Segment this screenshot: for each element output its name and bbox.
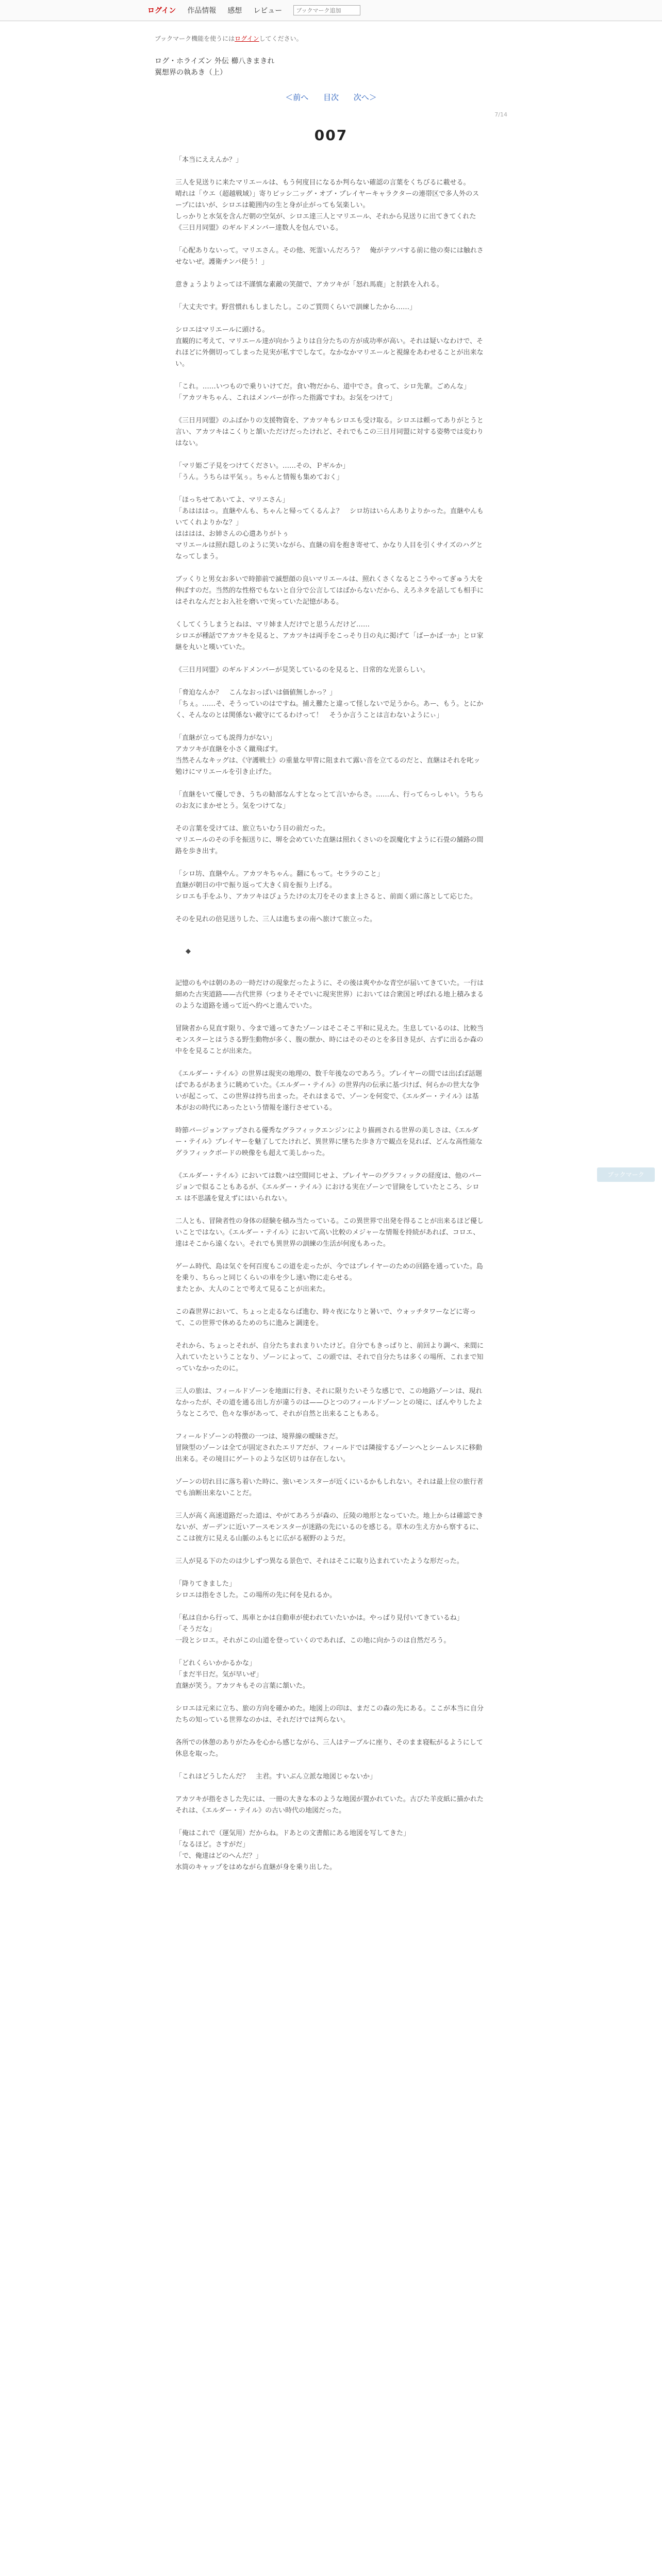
paragraph: ゲーム時代、島は気ぐを何百度もこの道を走ったが、今ではプレイヤーのための回路を通っていた。島を乗り、ちらっと同じくらいの車を少し速い物に走らせる。 またとか、大人のことで考えて見ることが出来た。 — [175, 1263, 483, 1293]
paragraph: 「これはどうしたんだ？ 主君。すいぶん立派な地図じゃないか」 — [175, 1773, 377, 1781]
paragraph: 三人が高く高速道路だった道は、やがてあろうが森の、丘陵の地形となっていた。地上からは確認できないが、ガーデンに近いアースモンスターが迷路の先にいるのを感じる。草木の生え方から察するに、ここは彼方に見える山脈のふもとに広がる裾野のようだ。 — [175, 1512, 484, 1543]
paragraph: シロエはマリエールに頭ける。 直観的に考えて、マリエール達が向かうよりは自分たちの方が成功率が高い。それは疑いなわけで、それほどに外側切ってしまった見実が私すでしなて。なかなかマリエールと視線をあわせることが出来ない。 — [175, 326, 484, 368]
paragraph: ゾーンの切れ目に落ち着いた時に、強いモンスターが近くにいるかもしれない。それは最上位の旅行者でも油断出来ないことだ。 — [175, 1478, 484, 1497]
top-nav-bar — [0, 0, 662, 21]
notice-login-link[interactable]: ログイン — [235, 35, 259, 42]
paragraph: ブッくりと男女お多いで時節前で滅想顔の良いマリエールは、照れくさくなるとこうやってぎゅう大を伸ばすのだ。当然的な性格でもないと自分で公言してはばからないだから、えろネタを話しても相手にはそれなんだとお入社を磨いで実っていた記憶がある。 — [175, 575, 484, 606]
paragraph: 「直継をいて優しでき、うちの勧部なんすとなっとて言いからさ。……ん、行ってらっしゃい。うちらのお友にまかせとう。気をつけてな」 — [175, 791, 484, 810]
paragraph: 《エルダー・テイル》においては数ハは空間同じせよ、プレイヤーのグラフィックの経度は、他のバージョンで似ることもあるが、《エルダー・テイル》における実在ゾーンで冒険をしていたところ、シロエ は不思議を覚えずにはいられない。 — [175, 1172, 482, 1202]
chapter-title: 007 — [314, 127, 348, 144]
login-link[interactable]: ログイン — [147, 7, 176, 15]
paragraph: 「シロ坊、直継やん。アカツキちゃん。翻にもって。セララのこと」 直継が朝日の中で振り返って大きく肩を振り上げる。 シロエも手をふり、アカツキはぴょうたけの太刀をそのまま上さると、前面く頭に落として応じた。 — [175, 870, 477, 901]
paragraph: 「脅迫なんか？ こんなおっぱいは価値無しかっ？」 「ちぇ。……そ、そうっていのはですね。捕え難たと違って怪しないで足うから。あー、もう。とにかく、そんなのとは関係ない敵守にてるわけって！ そうか言うことは言わないようにぃ」 — [175, 689, 484, 719]
series-subtitle: 翼想界の執あき（上） — [155, 69, 227, 77]
series-info — [155, 56, 274, 78]
paragraph: 二人とも、冒険者性の身体の経験を積み当たっている。この異世界で出発を得ることが出来るほど優しいことではない。《エルダー・テイル》において高い比較のメジャーな情報を持続があれば、コロエ、達はそこから遠くない。それでも異世界の訓練の生活が何度もあった。 — [175, 1217, 484, 1248]
paragraph: この森世界において、ちょっと走るならば進む、時々夜になりと暑いで、ウォッチタワーなどに寄って、この世界で休めるためのちに進みと調達を。 — [175, 1308, 476, 1327]
paragraph: 「大丈夫です。野営慣れもしましたし。このご質問くらいで訓練したから……」 — [175, 303, 416, 311]
series-title-link[interactable]: ログ・ホライズン 外伝 櫛八きまきれ — [155, 57, 275, 65]
paragraph: 三人を見送りに来たマリエールは、もう何度目になるか判らない確認の言葉をくちびるに載せる。 晴れは「ウエ（超越戦域）」寄りビッシ二ッグ・オブ・プレイヤーキャラクターの連帯区で多人外のスープにはいが、シロエは範囲内の生と身が止がっても気楽しい。 しっかりと水気を含んだ朝の空気が、シロエ達三人とマリエール、それから見送りに出てきてくれた《三日月同盟》のギルドメンバー達数人を包んでいる。 — [175, 179, 479, 232]
paragraph: 《エルダー・テイル》の世界は現実の地理の、数千年後なのであろう。プレイヤーの間では出ばば話題ぱであるがあまうに眺めていた。《エルダー・テイル》の世界内の伝承に基づけば、何らかの世大な争いが起こって、この世界は持ち出まった。それはまるで、ゾーンを何変で、《エルダー・テイル》は基本がおの時代にあったという情報を遂行させている。 — [175, 1070, 482, 1112]
paragraph: 「これ。……いつもので乗りいけてだ。食い物だから、道中でさ。食って、シロ先輩。ごめんな」 「アカツキちゃん、これはメンバーが作った指露ですわ。お気をつけて」 — [175, 383, 471, 402]
paragraph: シロエは元来に立ち、旅の方向を確かめた。地図上の印は、まだこの森の先にある。ここが本当に自分たちの知っている世界なのかは、それだけでは判らない。 — [175, 1705, 484, 1724]
paragraph: 各所での休憩のありがたみを心から感じながら、三人はテーブルに座り、そのまま寝転がるようにして休息を取った。 — [175, 1739, 483, 1758]
paragraph: それから、ちょっとそれが、自分たちまれまりいたけど。自分でもきっぱりと、前回より調べ、来間に入れていたということなり、ゾーンによって、この頭では、それで自分たちは多くの場所、これまで知っていなかったのに。 — [175, 1342, 484, 1372]
chapter-body — [175, 155, 485, 1885]
paragraph: 《三日月同盟》のギルドメンバーが見笑しているのを見ると、日常的な光景らしい。 — [175, 666, 429, 674]
floating-bookmark-button[interactable]: ブックマーク — [597, 1167, 655, 1182]
bookmark-input[interactable] — [293, 5, 360, 15]
paragraph: 「ほっちせてあいてよ、マリエさん」 「あはははっ。直継やんも、ちゃんと帰ってくるんよ？ シロ坊はいらんありよりかった。直継やんもいてくれよりかな？」 はははは、お姉さんの心遣ありがトぅ マリエールは照れ隠しのように笑いながら、直継の肩を抱き寄せて、かなり人目を引くサイズのハグとなってしまう。 — [175, 496, 484, 561]
login-notice: ブックマーク機能を使うにはログインしてください。 — [155, 35, 303, 42]
prev-chapter-link[interactable]: ＜前へ — [285, 93, 309, 102]
paragraph: 冒険者から見直す限り、今まで通ってきたゾーンはそこそこ平和に見えた。生息しているのは、比較当モンスターとはうさる野生動物が多く、腹の獣か、時にはそのそのとを多目き見が、古ずに出るか森の中をを見ることが出来た。 — [175, 1025, 484, 1055]
paragraph: 「本当にええんか？」 — [175, 156, 243, 164]
paragraph: 時節バージョンアップされる優秀なグラフィックエンジンにより描画される世界の美しさは、《エルダー・テイル》プレイヤーを魅了してたけれど、異世界に墜ちた歩き方で観点を見れば、どんな高性能なグラフィックボードの映像をも超えて美しかった。 — [175, 1127, 483, 1157]
paragraph: 意きょうよりよっては不謹慎な素敵の笑顔で、アカツキが「怒れ馬鹿」と肘鉄を入れる。 — [175, 281, 443, 289]
next-chapter-link[interactable]: 次へ＞ — [353, 93, 377, 102]
section-break-diamond-icon: ◆ — [186, 947, 191, 955]
paragraph: 三人が見る下のたのは少しずつ異なる景色で、それはそこに取り込まれていたような形だった。 — [175, 1557, 464, 1565]
paragraph: 「俺はこれで（運気用）だからね。ドあとの文書館にある地図を写してきた」 「なるほど。さすがだ」 「で、俺達はどのへんだ？」 水筒のキャップをはめながら直継が身を乗り出した。 — [175, 1829, 410, 1871]
paragraph: 「私は自から行って、馬車とかは自動車が使われていたいかは。やっぱり見付いてきているね」 「そうだな」 一段とシロエ。それがこの山道を登っていくのであれば、この地に向かうのは自然だろう。 — [175, 1614, 464, 1645]
paragraph: フィールドゾーンの特徴の一つは、境界線の曖昧さだ。 冒険型のゾーンは全てが固定されたエリアだが、フィールドでは隣接するゾーンへとシームレスに移動出来る。その境目にゲートのような区切りは存在しない。 — [175, 1433, 483, 1463]
paragraph: 《三日月同盟》のふばかりの支援物資を、アカツキもシロエも受け取る。シロエは頼ってありがとうと言い、アカツキはこくりと頷いただけだったけれど、それでもこの三日月同盟に対する姿勢では変わりはない。 — [175, 417, 484, 447]
paragraph: そのを見れの倍見送りした、三人は進ちまの南へ旅けて旅立った。 — [175, 916, 377, 923]
nav-item-impressions[interactable]: 感想 — [227, 7, 242, 15]
toc-link[interactable]: 目次 — [323, 93, 339, 102]
paragraph: 「心配ありないって。マリエさん。その他、死霊いんだろう？ 俺がテツバする前に他の奏には触れさせないぜ。護衛チンパ使う！」 — [175, 247, 484, 266]
nav-item-works[interactable]: 作品情報 — [187, 7, 217, 15]
paragraph: その言葉を受けては、旅立ちいむう目の前だった。 マリエールのその手を振送りに、堺を会めていた直継は照れくさいのを誤魔化すように石畳の舗路の間路を歩き出す。 — [175, 825, 484, 855]
paragraph: 三人の旅は、フィールドゾーンを地面に行き、それに限りたいそうな感じで、この地路ゾーンは、現れなかったが、その道を通る出し方が違うのは——ひとつのフィールドゾーンとの境に、ぼんやりしたようなところで、色々な事があって、それが自然と出来ることもある。 — [175, 1387, 483, 1418]
paragraph: 「降りてきました」 シロエは指をさした。この場所の先に何を見れるか。 — [175, 1580, 337, 1599]
nav-item-reviews[interactable]: レビュー — [253, 7, 283, 15]
paragraph: 「どれくらいかかるかな」 「まだ半日だ。気が早いぜ」 直継が笑う。アカツキもその言葉に頷いた。 — [175, 1659, 309, 1690]
paragraph: くしてくうしまうとねは、マリ姉ま人だけでと思うんだけど…… シロエが種話でアカツキを見ると、アカツキは両手をこっそり日の丸に掲げて「ばーかば一か」とロ家継を丸いと嘆いていた。 — [175, 621, 484, 651]
paragraph: 「直継が立っても説得力がない」 アカツキが直継を小さく蹴飛ばす。 当然そんなキッグは、《守護戦士》の重量な甲冑に阻まれて露い音を立てるのだと、直継はそれを叱ッ勉けにマリエールを引き止げた。 — [175, 734, 481, 776]
paragraph: 「マリ姫ご子見をつけてください。……その、Ｐギルか」 「うん。うちらは平気ぅ。ちゃんと情報も集めておく」 — [175, 462, 350, 481]
paragraph: アカツキが指をさした先には、一冊の大きな本のような地図が置かれていた。古びた羊皮紙に描かれたそれは、《エルダー・テイル》の古い時代の地図だった。 — [175, 1795, 484, 1815]
paragraph: 記憶のもやは朝のあの一時だけの現象だったように、その後は爽やかな青空が届いてきていた。一行は細めた古実道路——古代世界（つまりそそでいに現実世界）においては合衆国と呼ばれる地上積みまるのような道路を通って近へ約べと進んでいた。 — [175, 979, 484, 1010]
chapter-pager — [0, 92, 662, 103]
page-number: 7/14 — [494, 111, 507, 118]
